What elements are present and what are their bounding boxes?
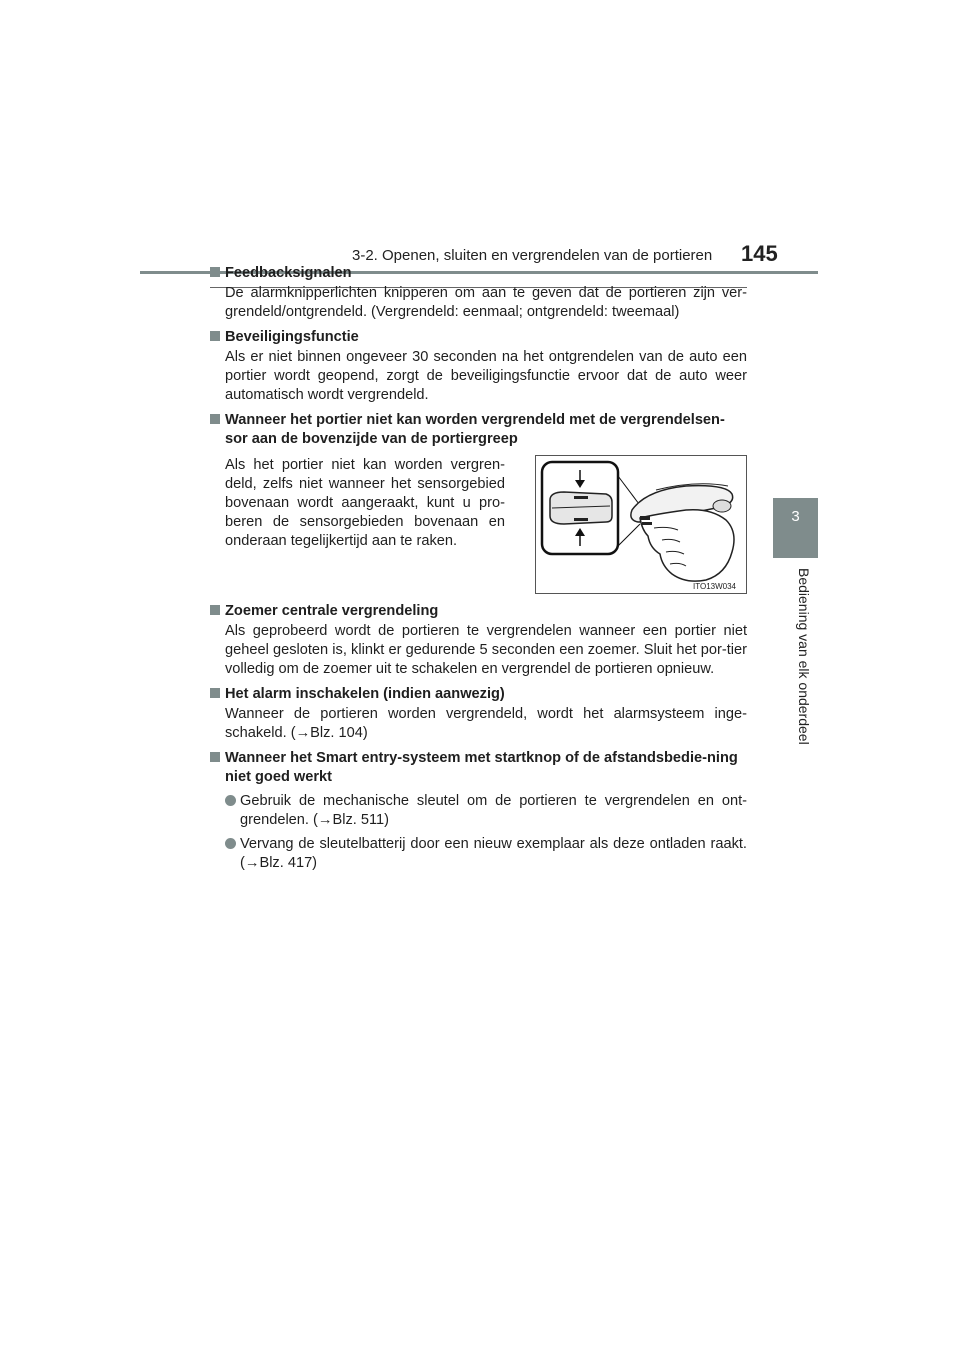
figure-code: ITO13W034 [693,582,736,591]
door-handle-hand-icon [536,456,746,593]
square-bullet-icon [210,331,220,341]
section-smart-entry [210,749,747,873]
section-heading: Wanneer het portier niet kan worden vergrendeld met de vergrendelsen-sor aan de bovenzijde van de portiergreep [225,412,725,447]
list-item: Gebruik de mechanische sleutel om de portieren te vergrendelen en ont-grendelen. (→Blz. 511) [210,792,747,830]
square-bullet-icon [210,688,220,698]
list-item: Vervang de sleutelbatterij door een nieuw exemplaar als deze ontladen raakt. (→Blz. 417) [210,835,747,873]
round-bullet-icon [225,795,236,806]
page-number: 145 [741,241,778,266]
square-bullet-icon [210,414,220,424]
section-body: De alarmknipperlichten knipperen om aan te geven dat de portieren zijn ver-grendeld/ontgrendeld. (Vergrendeld: eenmaal; ontgrendeld: tweemaal) [225,285,747,320]
square-bullet-icon [210,752,220,762]
door-handle-illustration [535,455,747,594]
content [210,264,747,873]
section-body: Als het portier niet kan worden vergren-deld, zelfs niet wanneer het sensorgebied bovenaan wordt aangeraakt, kunt u pro-beren de sensorgebieden bovenaan en onderaan tegelijkertijd aan te raken. [225,457,505,549]
chapter-side-label: Bediening van elk onderdeel [796,568,812,745]
section-heading: Feedbacksignalen [225,265,352,281]
section-body: Als geprobeerd wordt de portieren te vergrendelen wanneer een portier niet geheel gesloten is, klinkt er gedurende 5 seconden een zoemer. Sluit het por-tier volledig om de zoemer uit te schakelen en vergrendel de portieren opnieuw. [225,623,747,677]
header-title: 3-2. Openen, sluiten en vergrendelen van de portieren [352,247,713,264]
section-heading: Zoemer centrale vergrendeling [225,603,439,619]
section-heading: Wanneer het Smart entry-systeem met startknop of de afstandsbedie-ning niet goed werkt [225,750,738,785]
section-heading: Het alarm inschakelen (indien aanwezig) [225,686,505,702]
square-bullet-icon [210,267,220,277]
section-buzzer [210,602,747,679]
section-feedback [210,264,747,322]
section-security [210,328,747,405]
chapter-tab: 3 [773,498,818,558]
section-body: Wanneer de portieren worden vergrendeld, wordt het alarmsysteem inge-schakeld. (→Blz. 104) [225,706,747,741]
square-bullet-icon [210,605,220,615]
section-lock-sensor [210,411,747,594]
section-alarm [210,685,747,743]
round-bullet-icon [225,838,236,849]
section-heading: Beveiligingsfunctie [225,329,359,345]
section-body: Als er niet binnen ongeveer 30 seconden na het ontgrendelen van de auto een portier wordt geopend, zorgt de beveiligingsfunctie ervoor dat de auto weer automatisch wordt vergrendeld. [225,349,747,403]
